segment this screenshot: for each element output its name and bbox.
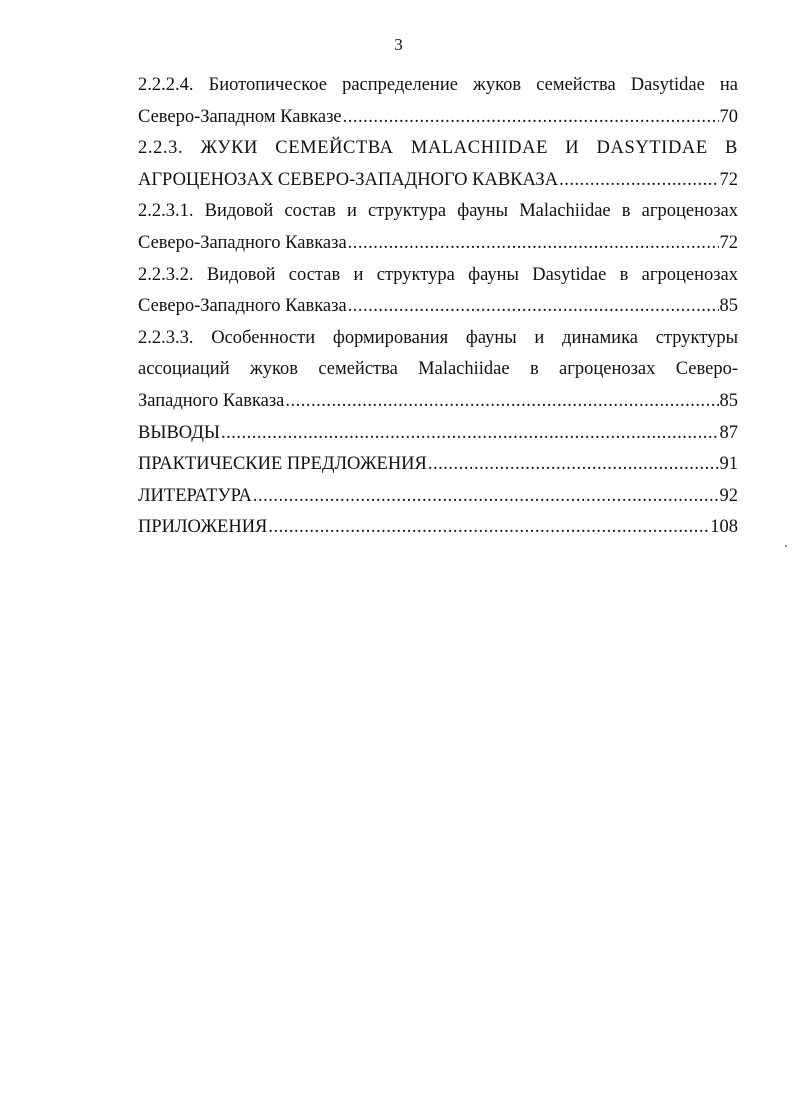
toc-entry-2-2-3-2-line-2	[138, 291, 738, 323]
toc-entry-conclusions	[138, 418, 738, 450]
dot-leader	[285, 386, 718, 418]
table-of-contents	[138, 70, 738, 544]
toc-page-number: 92	[719, 485, 738, 506]
toc-entry-literature	[138, 481, 738, 513]
toc-entry-2-2-3-3-line-2: ассоциаций жуков семейства Malachiidae в агроценозах Северо-	[138, 359, 738, 380]
toc-entry-2-2-3-2-line-1: 2.2.3.2. Видовой состав и структура фауны Dasytidae в агроценозах	[138, 264, 738, 285]
toc-entry-text: Западного Кавказа	[138, 390, 285, 411]
dot-leader	[268, 512, 709, 544]
toc-entry-text: ВЫВОДЫ	[138, 422, 221, 443]
dot-leader	[343, 102, 719, 134]
dot-leader	[428, 449, 719, 481]
toc-entry-text: ЛИТЕРАТУРА	[138, 485, 252, 506]
dot-leader	[221, 418, 718, 450]
toc-entry-2-2-3-line-1: 2.2.3. ЖУКИ СЕМЕЙСТВА MALACHIIDAE И DASYTIDAE В	[138, 138, 738, 159]
toc-entry-2-2-3-3-line-1: 2.2.3.3. Особенности формирования фауны и динамика структуры	[138, 327, 738, 348]
toc-entry-appendices	[138, 512, 738, 544]
toc-entry-text: Северо-Западного Кавказа	[138, 232, 347, 253]
toc-page-number: 72	[719, 232, 738, 253]
toc-page-number: 91	[719, 454, 738, 475]
toc-page-number: 85	[719, 390, 738, 411]
dot-leader	[253, 481, 719, 513]
toc-entry-text: АГРОЦЕНОЗАХ СЕВЕРО-ЗАПАДНОГО КАВКАЗА	[138, 169, 559, 190]
dot-leader	[348, 228, 719, 260]
toc-page-number: 72	[719, 169, 738, 190]
toc-entry-text: ПРАКТИЧЕСКИЕ ПРЕДЛОЖЕНИЯ	[138, 454, 427, 475]
dot-leader	[559, 165, 718, 197]
toc-entry-2-2-2-4-line-2	[138, 102, 738, 134]
toc-entry-2-2-3-3-line-3	[138, 386, 738, 418]
dot-leader	[348, 291, 719, 323]
toc-entry-practical-proposals	[138, 449, 738, 481]
toc-entry-2-2-3-1-line-1: 2.2.3.1. Видовой состав и структура фауны Malachiidae в агроценозах	[138, 201, 738, 222]
toc-page-number: 87	[719, 422, 738, 443]
toc-page-number: 70	[719, 106, 738, 127]
toc-entry-text: ПРИЛОЖЕНИЯ	[138, 517, 268, 538]
toc-entry-text: Северо-Западного Кавказа	[138, 296, 347, 317]
toc-page-number: 108	[710, 517, 738, 538]
toc-entry-2-2-3-line-2	[138, 165, 738, 197]
toc-entry-text: Северо-Западном Кавказе	[138, 106, 342, 127]
page-number: 3	[394, 35, 403, 54]
toc-entry-2-2-3-1-line-2	[138, 228, 738, 260]
toc-page-number: 85	[719, 296, 738, 317]
toc-entry-2-2-2-4-line-1: 2.2.2.4. Биотопическое распределение жуков семейства Dasytidae на	[138, 75, 738, 95]
scan-speck	[785, 545, 787, 547]
